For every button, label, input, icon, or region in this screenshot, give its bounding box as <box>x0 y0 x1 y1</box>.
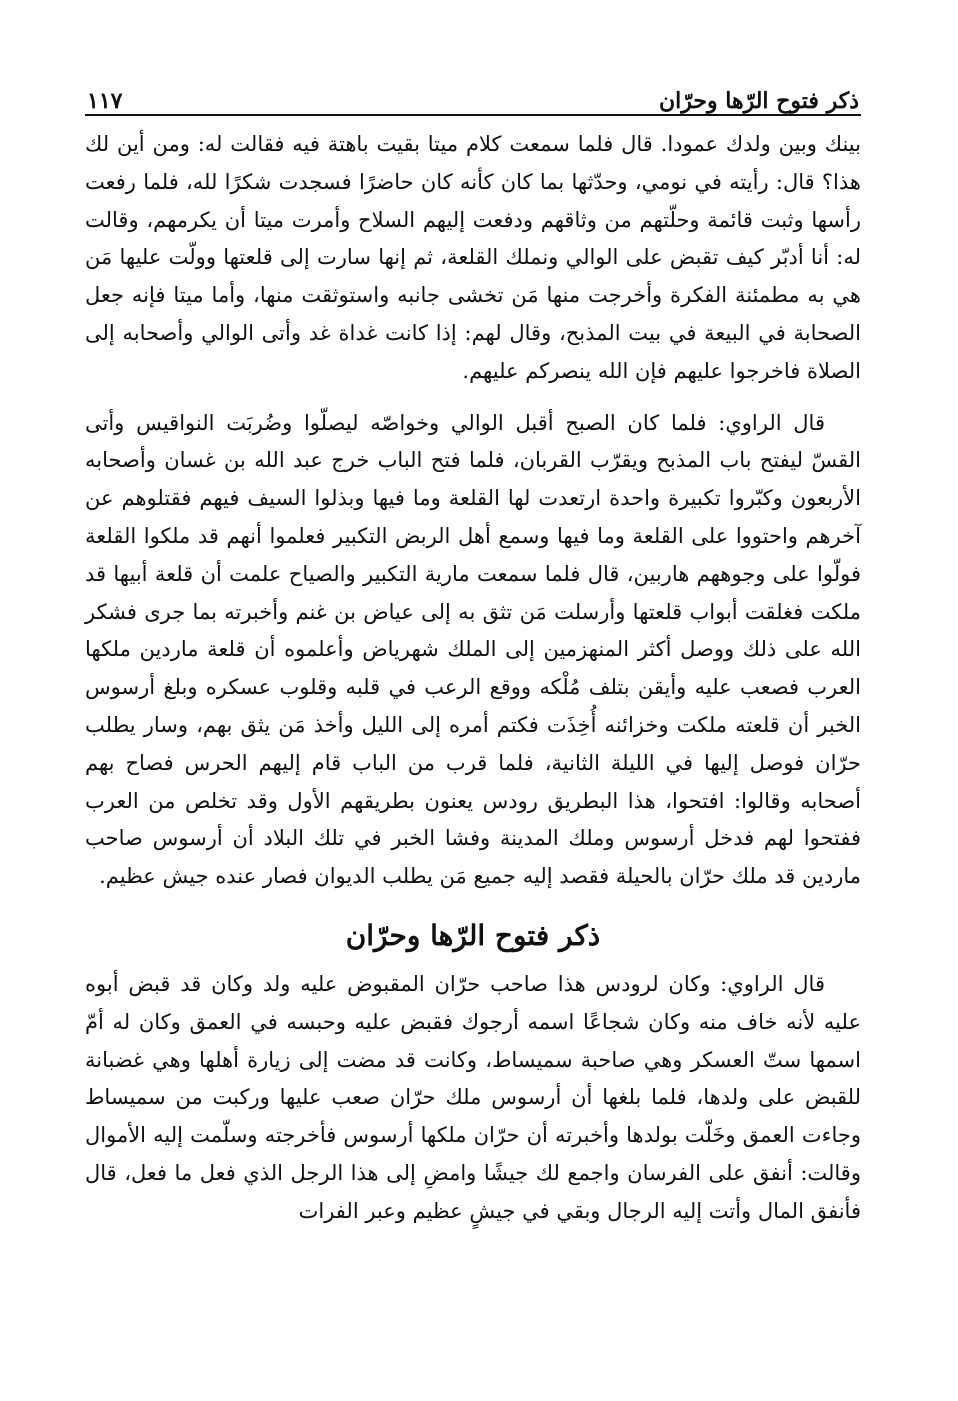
paragraph-gap <box>85 391 861 405</box>
running-title: ذكر فتوح الرّها وحرّان <box>659 88 859 114</box>
page-header <box>85 80 861 116</box>
section-heading: ذكر فتوح الرّها وحرّان <box>345 918 601 952</box>
paragraph: قال الراوي: فلما كان الصبح أقبل الوالي وخواصّه ليصلّوا وضُربَت النواقيس وأتى القسّ ليفتح باب المذبح ويقرّب القربان، فلما فتح الباب خرج عبد الله بن غسان وأصحابه الأربعون وكبّروا تكبيرة واحدة ارتعدت لها القلعة وما فيها وبذلوا السيف فيهم فقتلوهم عن آخرهم واحتووا على القلعة وما فيها وسمع أهل الربض التكبير فعلموا أنهم قد ملكوا القلعة فولّوا على وجوههم هاربين، قال فلما سمعت مارية التكبير والصياح علمت أن قلعة أبيها قد ملكت فغلقت أبواب قلعتها وأرسلت مَن تثق به إلى عياض بن غنم وأخبرته بما جرى فشكر الله على ذلك ووصل أكثر المنهزمين إلى الملك شهرياض وأعلموه أن قلعة ماردين ملكها العرب فصعب عليه وأيقن بتلف مُلْكه ووقع الرعب في قلبه وقلوب عسكره وبلغ أرسوس الخبر أن قلعته ملكت وخزائنه أُخِذَت فكتم أمره إلى الليل وأخذ مَن يثق بهم، وسار يطلب حرّان فوصل إليها في الليلة الثانية، فلما قرب من الباب قام إليهم الحرس فصاح بهم أصحابه وقالوا: افتحوا، هذا البطريق رودس يعنون بطريقهم الأول وقد تخلص من العرب ففتحوا لهم فدخل أرسوس وملك المدينة وفشا الخبر في تلك البلاد أن أرسوس صاحب ماردين قد ملك حرّان بالحيلة فقصد إليه جميع مَن يطلب الديوان فصار عنده جيش عظيم. <box>85 410 861 889</box>
page-number: ١١٧ <box>87 88 123 114</box>
paragraph: قال الراوي: وكان لرودس هذا صاحب حرّان المقبوض عليه ولد وكان قد قبض أبوه عليه لأنه خاف منه وكان شجاعًا اسمه أرجوك فقبض عليه وحبسه في العمق وكان له أمّ اسمها ستّ العسكر وهي صاحبة سميساط، وكانت قد مضت إلى زيارة أهلها وهي غضبانة للقبض على ولدها، فلما بلغها أن أرسوس ملك حرّان صعب عليها وركبت من سميساط وجاءت العمق وخَلّت بولدها وأخبرته أن حرّان ملكها أرسوس فأخرجته وسلّمت إليه الأموال وقالت: أنفق على الفرسان واجمع لك جيشًا وامضِ إلى هذا الرجل الذي فعل ما فعل، قال فأنفق المال وأتت إليه الرجال وبقي في جيشٍ عظيم وعبر الفرات <box>85 971 861 1223</box>
paragraph: بينك وبين ولدك عمودا. قال فلما سمعت كلام ميتا بقيت باهتة فيه فقالت له: ومن أين لك هذا؟ قال: رأيته في نومي، وحدّثها بما كان كأنه كان حاضرًا فسجدت شكرًا لله، فلما رفعت رأسها وثبت قائمة وحلّتهم من وثاقهم ودفعت إليهم السلاح وأمرت ميتا أن يكرمهم، وقالت له: أنا أدبّر كيف تقبض على الوالي ونملك القلعة، ثم إنها سارت إلى قلعتها وولّت عليها مَن هي به مطمئنة الفكرة وأخرجت منها مَن تخشى جانبه واستوثقت منها، وأما ميتا فإنه جعل الصحابة في البيعة في بيت المذبح، وقال لهم: إذا كانت غداة غد وأتى الوالي وأصحابه إلى الصلاة فاخرجوا عليهم فإن الله ينصركم عليهم. <box>85 132 861 383</box>
book-page <box>85 80 861 1231</box>
page-body <box>85 126 861 1231</box>
